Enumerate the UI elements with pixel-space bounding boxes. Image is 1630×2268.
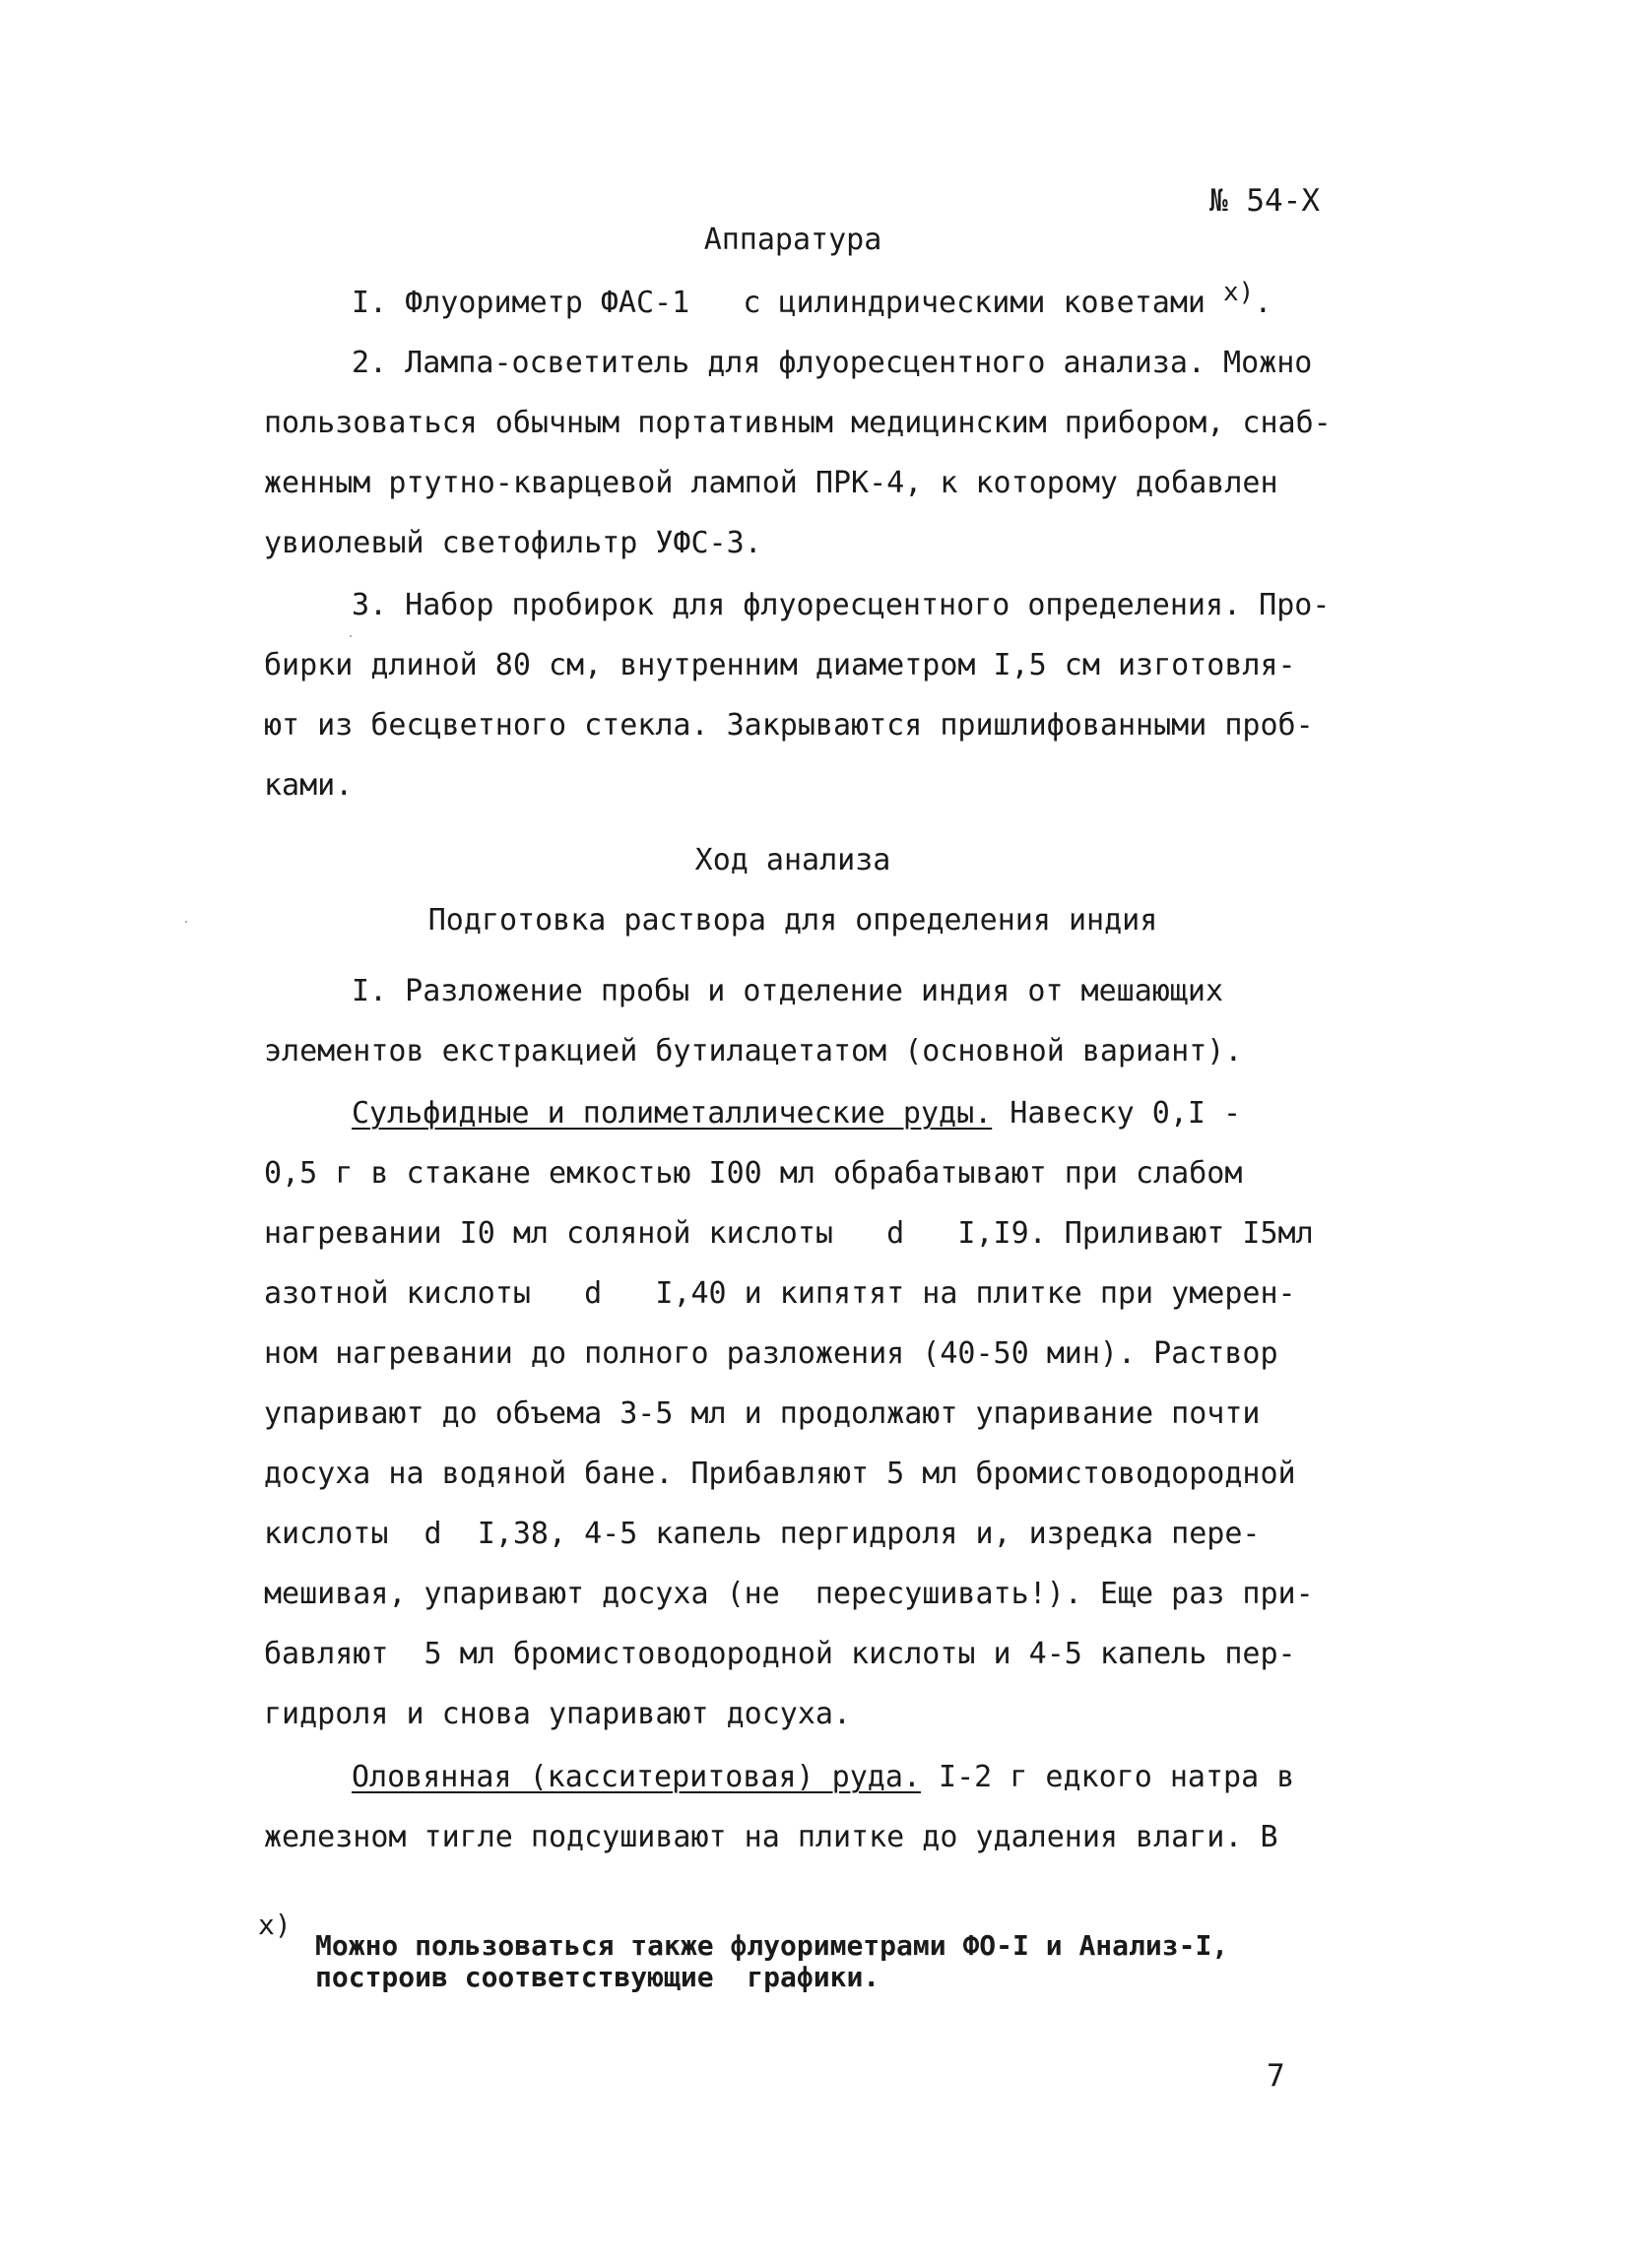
sulfide-line: досуха на водяной бане. Прибавляют 5 мл бромистоводородной [264,1457,1296,1491]
decomposition-line: I. Разложение пробы и отделение индия от мешающих [352,974,1224,1008]
apparatus-item-1-text: I. Флуориметр ФАС-1 с цилиндрическими ковeтами [352,286,1206,320]
footnote-marker: x) [258,1909,292,1941]
sulfide-line: нагревании I0 мл соляной кислоты d I,I9. Приливают I5мл [264,1216,1314,1251]
apparatus-item-2-line: увиолевый светофильтр УФС-3. [264,526,762,560]
decomposition-line: элементов екстракцией бутилацетатом (основной вариант). [264,1034,1243,1069]
tin-heading: Оловянная (касситеритовая) руда. [352,1760,921,1794]
apparatus-item-3-line: ют из бесцветного стекла. Закрываются пришлифованными проб- [264,708,1314,743]
sulfide-first-tail: Навеску 0,I - [992,1096,1242,1131]
apparatus-item-2-line: женным ртутно-кварцевой лампой ПРК-4, к которому добавлен [264,466,1278,500]
apparatus-item-1 [352,278,1272,320]
sulfide-line: упаривают до объема 3-5 мл и продолжают упаривание почти [264,1396,1261,1431]
apparatus-item-2-line: пользоваться обычным портативным медицинским прибором, снаб- [264,406,1332,440]
sulfide-line: кислоты d I,38, 4-5 капель пергидроля и, изредка пере- [264,1517,1261,1551]
apparatus-item-2-line: 2. Лампа-осветитель для флуоресцентного анализа. Можно [352,346,1313,380]
sulfide-line: 0,5 г в стакане емкостью I00 мл обрабатывают при слабом [264,1156,1243,1191]
footnote-line: построив соответствующие графики. [315,1961,880,1993]
page-number: 7 [1267,2058,1285,2094]
sulfide-line: бавляют 5 мл бромистоводородной кислоты и 4-5 капель пер- [264,1637,1296,1671]
apparatus-item-3-line: 3. Набор пробирок для флуоресцентного определения. Про- [352,588,1331,622]
tin-first-line [352,1760,1295,1794]
scan-speck [350,635,352,637]
section-title-apparatus: Аппаратура [703,223,882,257]
scan-speck [185,921,187,923]
apparatus-item-1-tail: . [1254,286,1272,320]
section-title-analysis: Ход анализа [694,843,891,877]
sulfide-heading: Сульфидные и полиметаллические руды. [352,1096,993,1131]
sulfide-line: мешивая, упаривают досуха (не пересушивать!). Еще раз при- [264,1577,1314,1611]
footnote-line: Можно пользоваться также флуориметрами ФО-I и Анализ-I, [315,1929,1229,1962]
apparatus-item-3-line: ками. [264,768,354,803]
apparatus-item-3-line: бирки длиной 80 см, внутренним диаметром I,5 см изготовля- [264,648,1296,682]
footnote-ref: x) [1223,278,1255,307]
tin-first-tail: I-2 г едкого натра в [920,1760,1295,1794]
tin-line: железном тигле подсушивают на плитке до удаления влаги. В [264,1820,1278,1854]
sulfide-line: азотной кислоты d I,40 и кипятят на плитке при умерен- [264,1276,1296,1311]
sulfide-first-line [352,1096,1242,1131]
section-subtitle-preparation: Подготовка раствора для определения индия [427,903,1158,938]
sulfide-line: гидроля и снова упаривают досуха. [264,1697,852,1731]
document-number: № 54-X [1209,183,1320,219]
sulfide-line: ном нагревании до полного разложения (40-50 мин). Раствор [264,1336,1278,1371]
